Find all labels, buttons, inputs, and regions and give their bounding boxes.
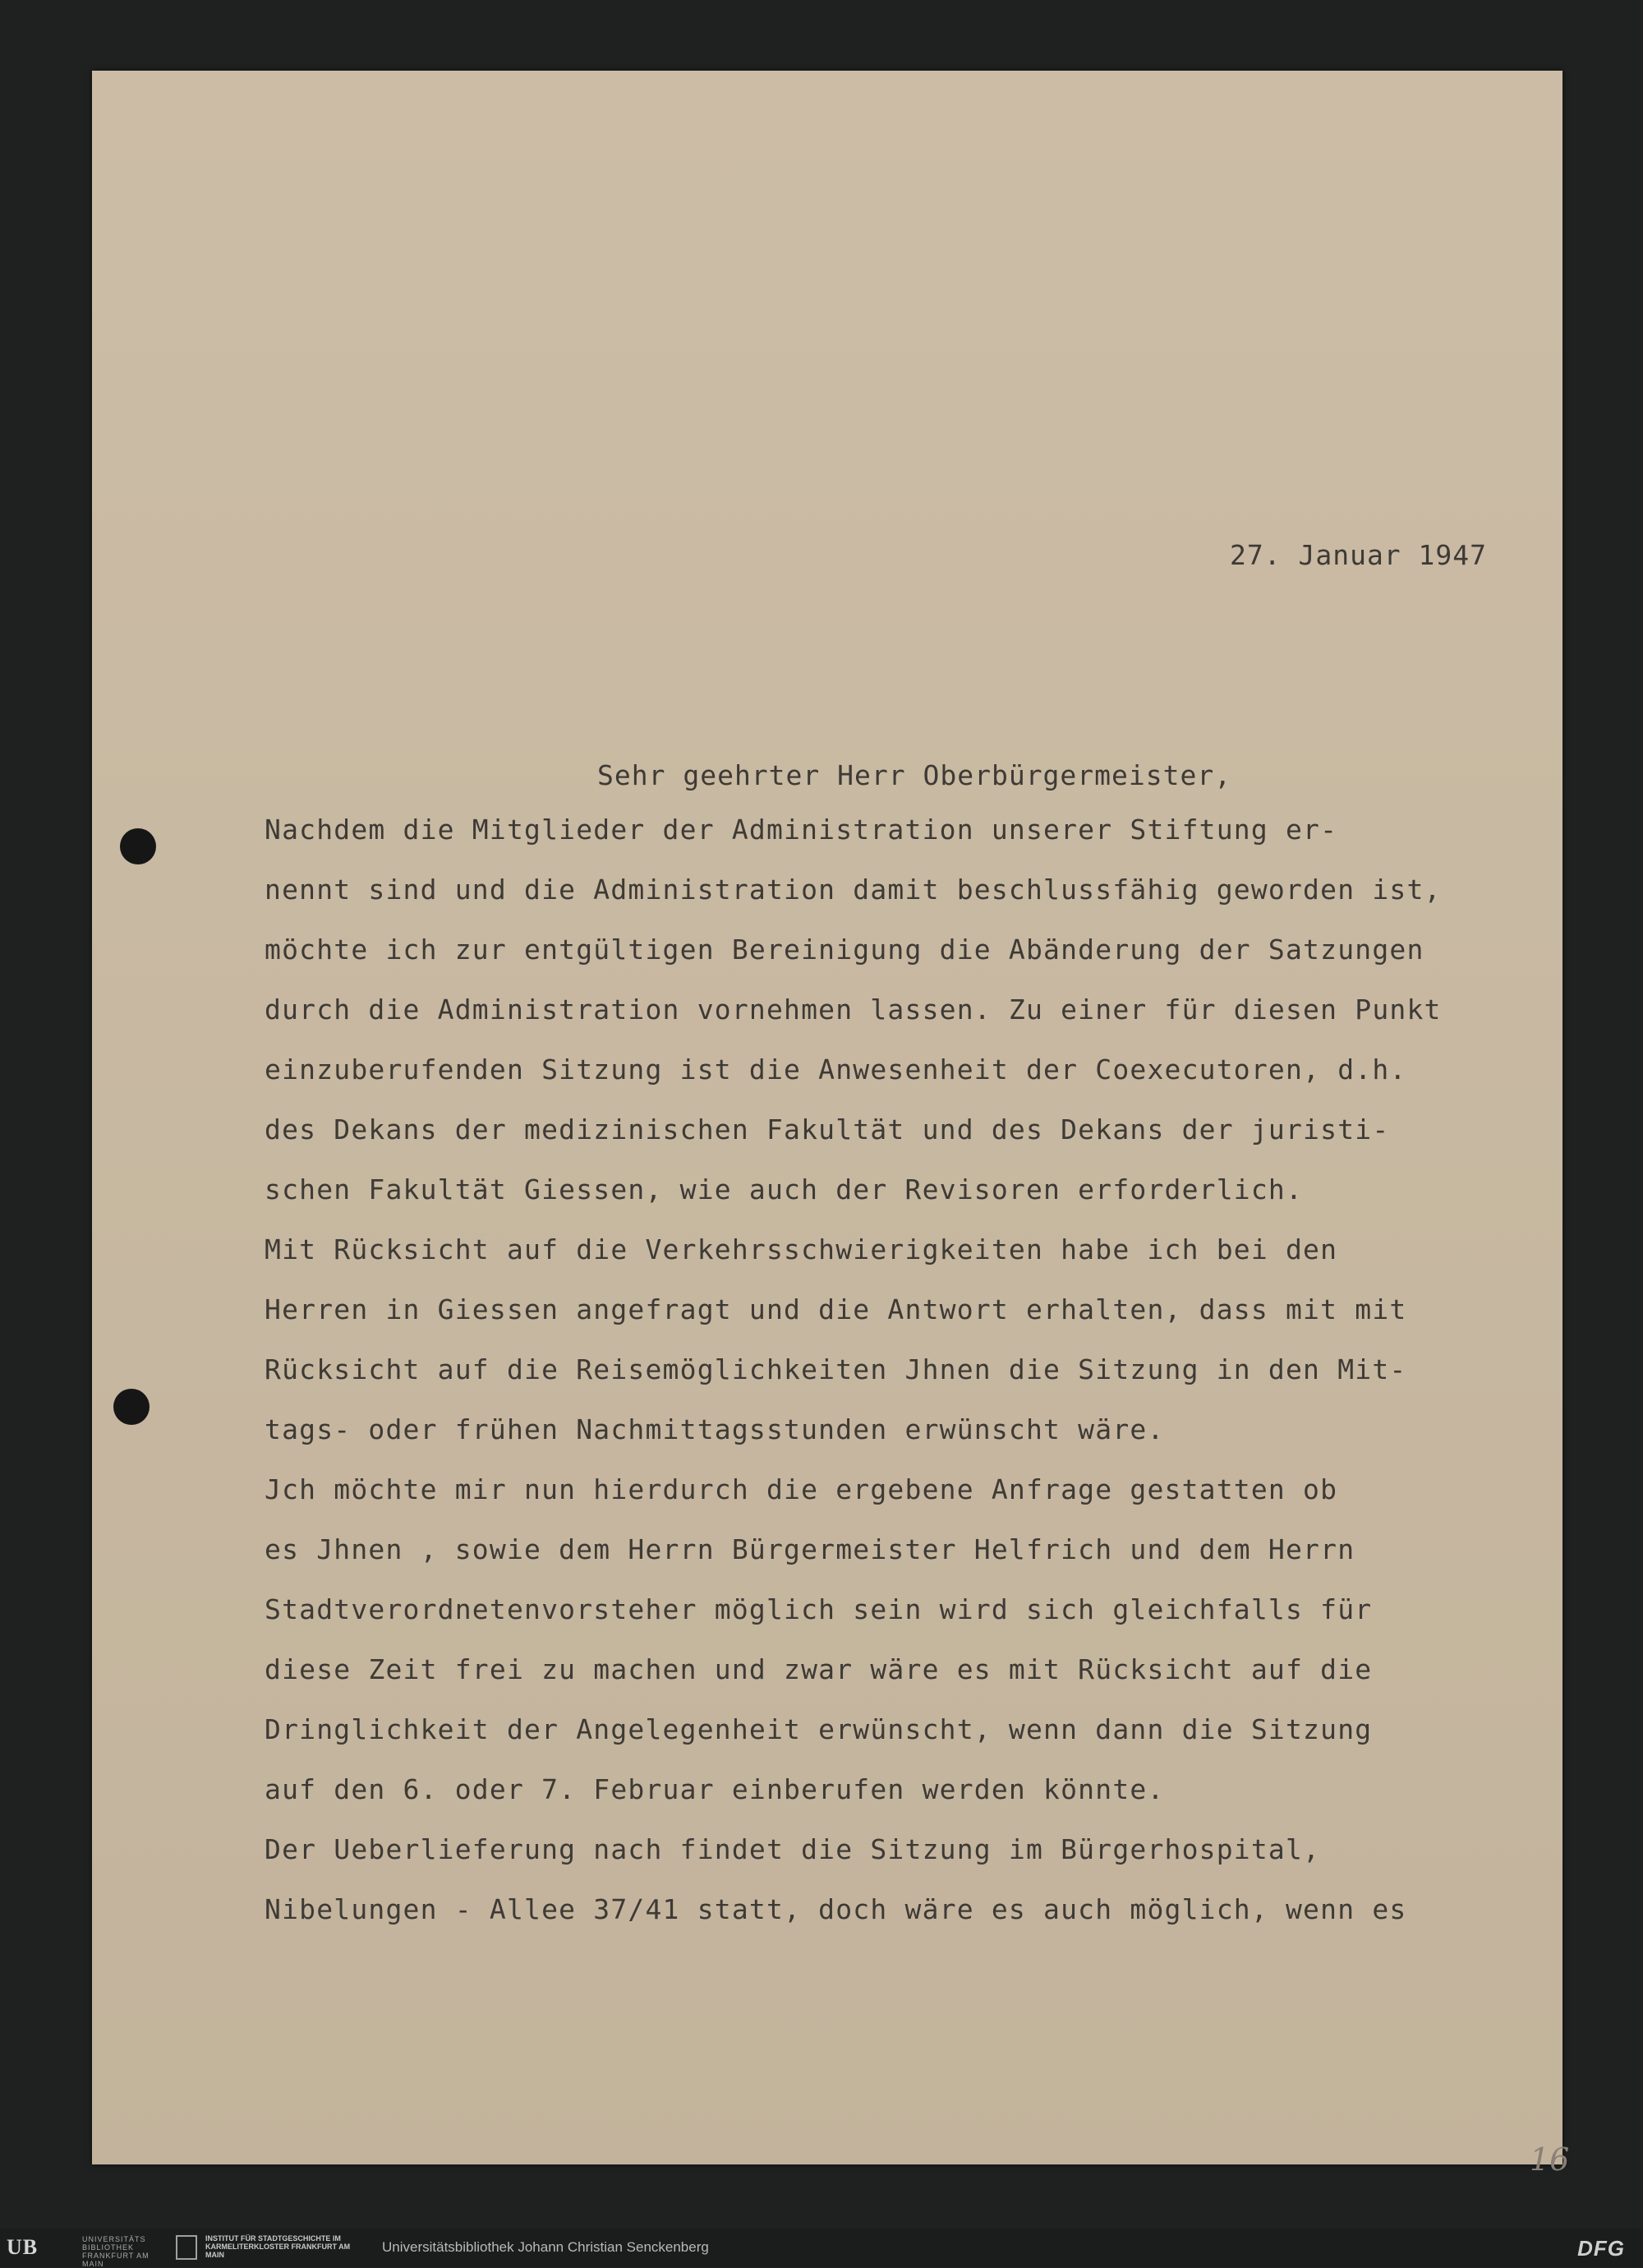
body-line: des Dekans der medizinischen Fakultät und des Dekans der juristi-	[265, 1113, 1390, 1146]
body-line: diese Zeit frei zu machen und zwar wäre es mit Rücksicht auf die	[265, 1653, 1373, 1685]
body-line: es Jhnen , sowie dem Herrn Bürgermeister Helfrich und dem Herrn	[265, 1533, 1355, 1565]
ub-logo: UB	[7, 2235, 39, 2259]
body-line: Jch möchte mir nun hierdurch die ergebene Anfrage gestatten ob	[265, 1473, 1338, 1505]
folio-number: 16	[1530, 2141, 1570, 2178]
body-line: Dringlichkeit der Angelegenheit erwünscht, wenn dann die Sitzung	[265, 1713, 1373, 1745]
ub-subtitle: UNIVERSITÄTS BIBLIOTHEK FRANKFURT AM MAIN	[82, 2235, 150, 2268]
salutation: Sehr geehrter Herr Oberbürgermeister,	[597, 759, 1232, 791]
body-line: Mit Rücksicht auf die Verkehrsschwierigkeiten habe ich bei den	[265, 1233, 1338, 1265]
library-name: Universitätsbibliothek Johann Christian Senckenberg	[382, 2239, 709, 2255]
isg-name: INSTITUT FÜR STADTGESCHICHTE IM KARMELITERKLOSTER FRANKFURT AM MAIN	[205, 2234, 351, 2259]
letter-page	[92, 71, 1570, 2178]
body-line: auf den 6. oder 7. Februar einberufen werden könnte.	[265, 1773, 1165, 1805]
letter-date: 27. Januar 1947	[1230, 539, 1488, 571]
punch-hole-top	[120, 828, 156, 864]
dfg-logo: DFG	[1577, 2236, 1625, 2261]
footer-bar	[0, 2229, 1643, 2267]
body-line: Herren in Giessen angefragt und die Antwort erhalten, dass mit mit	[265, 1293, 1407, 1325]
body-line: möchte ich zur entgültigen Bereinigung die Abänderung der Satzungen	[265, 933, 1424, 966]
isg-logo-icon	[176, 2235, 197, 2260]
body-line: tags- oder frühen Nachmittagsstunden erwünscht wäre.	[265, 1413, 1165, 1445]
body-line: schen Fakultät Giessen, wie auch der Revisoren erforderlich.	[265, 1173, 1304, 1205]
body-line: Rücksicht auf die Reisemöglichkeiten Jhnen die Sitzung in den Mit-	[265, 1353, 1407, 1385]
body-line: einzuberufenden Sitzung ist die Anwesenheit der Coexecutoren, d.h.	[265, 1053, 1407, 1086]
punch-hole-bottom	[113, 1389, 150, 1425]
body-line: nennt sind und die Administration damit beschlussfähig geworden ist,	[265, 874, 1442, 906]
body-line: Nachdem die Mitglieder der Administration unserer Stiftung er-	[265, 814, 1338, 846]
body-line: Nibelungen - Allee 37/41 statt, doch wäre es auch möglich, wenn es	[265, 1893, 1407, 1925]
body-line: Der Ueberlieferung nach findet die Sitzung im Bürgerhospital,	[265, 1833, 1321, 1865]
body-line: Stadtverordnetenvorsteher möglich sein wird sich gleichfalls für	[265, 1593, 1373, 1625]
body-line: durch die Administration vornehmen lassen. Zu einer für diesen Punkt	[265, 993, 1442, 1026]
